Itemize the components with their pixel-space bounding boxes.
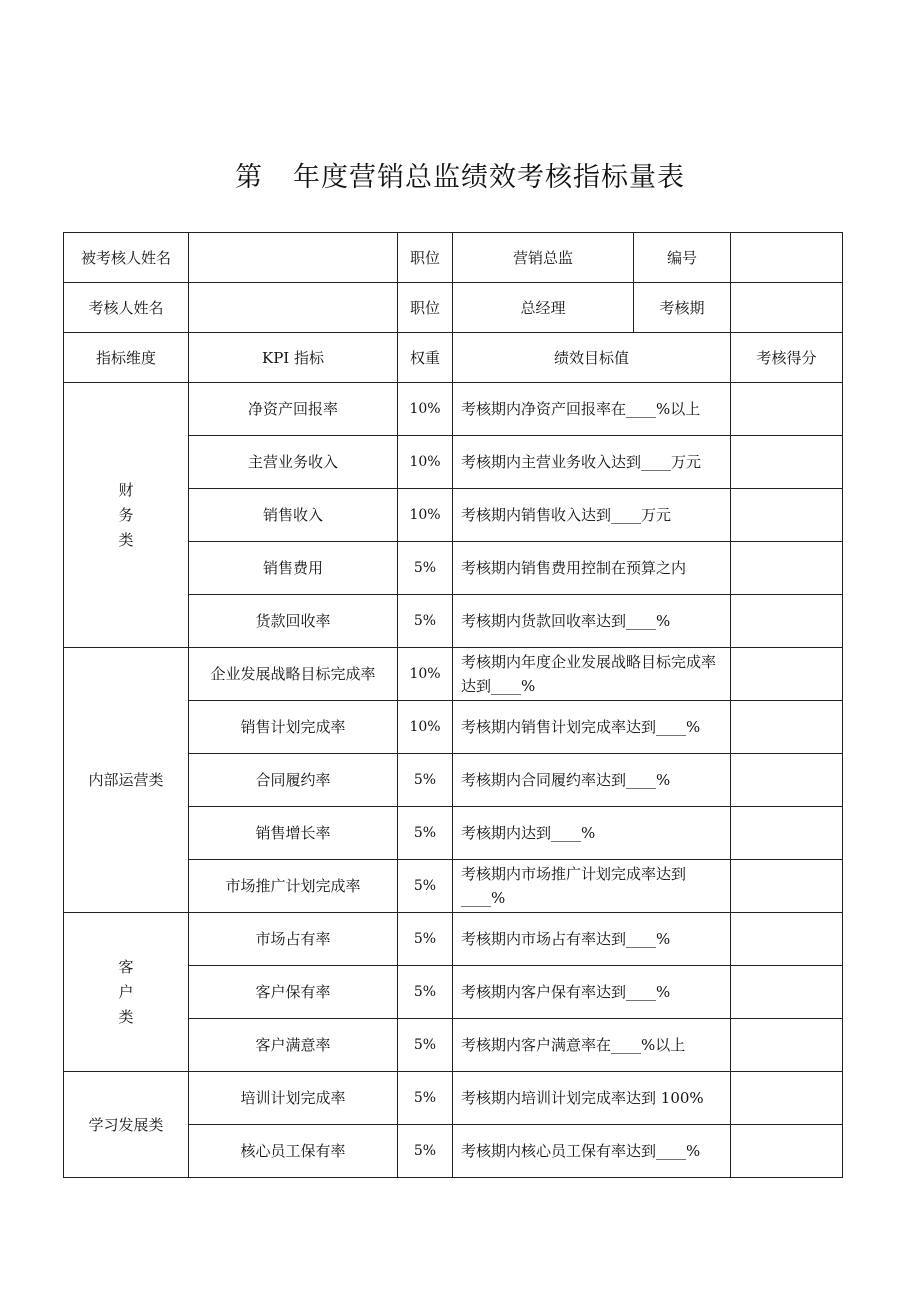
weight-value: 10%	[398, 701, 453, 754]
weight-value: 5%	[398, 860, 453, 913]
target-value: 考核期内销售费用控制在预算之内	[453, 542, 731, 595]
target-value: 考核期内主营业务收入达到____万元	[453, 436, 731, 489]
kpi-name: 培训计划完成率	[189, 1072, 398, 1125]
column-header-dimension: 指标维度	[64, 333, 189, 383]
score-cell[interactable]	[731, 966, 843, 1019]
position-value: 营销总监	[453, 233, 634, 283]
score-cell[interactable]	[731, 860, 843, 913]
weight-value: 10%	[398, 489, 453, 542]
score-cell[interactable]	[731, 807, 843, 860]
score-cell[interactable]	[731, 489, 843, 542]
target-value: 考核期内销售计划完成率达到____%	[453, 701, 731, 754]
code-value-cell[interactable]	[731, 233, 843, 283]
score-cell[interactable]	[731, 754, 843, 807]
target-value: 考核期内市场推广计划完成率达到____%	[453, 860, 731, 913]
position-label: 职位	[398, 233, 453, 283]
kpi-name: 市场占有率	[189, 913, 398, 966]
table-row	[64, 233, 843, 283]
dimension-label: 财务类	[118, 480, 134, 549]
evaluatee-name-cell[interactable]	[189, 233, 398, 283]
target-value: 考核期内培训计划完成率达到 100%	[453, 1072, 731, 1125]
kpi-name: 销售费用	[189, 542, 398, 595]
kpi-name: 企业发展战略目标完成率	[189, 648, 398, 701]
table-row	[64, 1072, 843, 1125]
kpi-name: 合同履约率	[189, 754, 398, 807]
kpi-name: 核心员工保有率	[189, 1125, 398, 1178]
table-row	[64, 913, 843, 966]
kpi-table	[63, 232, 843, 1178]
kpi-name: 销售增长率	[189, 807, 398, 860]
dimension-label: 客户类	[118, 957, 134, 1026]
code-label: 编号	[634, 233, 731, 283]
page-title	[0, 155, 920, 194]
position-label: 职位	[398, 283, 453, 333]
kpi-name: 销售收入	[189, 489, 398, 542]
kpi-name: 客户保有率	[189, 966, 398, 1019]
table-row	[64, 383, 843, 436]
weight-value: 5%	[398, 1072, 453, 1125]
weight-value: 5%	[398, 595, 453, 648]
title-text: 年度营销总监绩效考核指标量表	[293, 162, 685, 193]
kpi-name: 主营业务收入	[189, 436, 398, 489]
score-cell[interactable]	[731, 1125, 843, 1178]
score-cell[interactable]	[731, 542, 843, 595]
evaluatee-label: 被考核人姓名	[64, 233, 189, 283]
weight-value: 5%	[398, 754, 453, 807]
weight-value: 10%	[398, 383, 453, 436]
target-value: 考核期内达到____%	[453, 807, 731, 860]
dimension-cell: 内部运营类	[64, 648, 189, 913]
score-cell[interactable]	[731, 648, 843, 701]
score-cell[interactable]	[731, 383, 843, 436]
column-header-row	[64, 333, 843, 383]
weight-value: 5%	[398, 1019, 453, 1072]
column-header-weight: 权重	[398, 333, 453, 383]
target-value: 考核期内货款回收率达到____%	[453, 595, 731, 648]
target-value: 考核期内销售收入达到____万元	[453, 489, 731, 542]
kpi-name: 净资产回报率	[189, 383, 398, 436]
column-header-target: 绩效目标值	[453, 333, 731, 383]
score-cell[interactable]	[731, 701, 843, 754]
kpi-name: 销售计划完成率	[189, 701, 398, 754]
kpi-name: 货款回收率	[189, 595, 398, 648]
table-row	[64, 283, 843, 333]
title-prefix: 第	[235, 162, 263, 193]
kpi-name: 市场推广计划完成率	[189, 860, 398, 913]
column-header-kpi: KPI 指标	[189, 333, 398, 383]
weight-value: 10%	[398, 436, 453, 489]
target-value: 考核期内净资产回报率在____%以上	[453, 383, 731, 436]
dimension-cell	[64, 913, 189, 1072]
score-cell[interactable]	[731, 1019, 843, 1072]
target-value: 考核期内客户满意率在____%以上	[453, 1019, 731, 1072]
weight-value: 5%	[398, 807, 453, 860]
target-value: 考核期内年度企业发展战略目标完成率达到____%	[453, 648, 731, 701]
evaluator-label: 考核人姓名	[64, 283, 189, 333]
table-row	[64, 648, 843, 701]
evaluator-name-cell[interactable]	[189, 283, 398, 333]
position-value: 总经理	[453, 283, 634, 333]
target-value: 考核期内市场占有率达到____%	[453, 913, 731, 966]
score-cell[interactable]	[731, 436, 843, 489]
kpi-name: 客户满意率	[189, 1019, 398, 1072]
score-cell[interactable]	[731, 595, 843, 648]
weight-value: 5%	[398, 966, 453, 1019]
target-value: 考核期内合同履约率达到____%	[453, 754, 731, 807]
target-value: 考核期内核心员工保有率达到____%	[453, 1125, 731, 1178]
weight-value: 5%	[398, 1125, 453, 1178]
score-cell[interactable]	[731, 1072, 843, 1125]
weight-value: 5%	[398, 542, 453, 595]
weight-value: 5%	[398, 913, 453, 966]
dimension-cell	[64, 383, 189, 648]
period-value-cell[interactable]	[731, 283, 843, 333]
column-header-score: 考核得分	[731, 333, 843, 383]
score-cell[interactable]	[731, 913, 843, 966]
period-label: 考核期	[634, 283, 731, 333]
dimension-cell: 学习发展类	[64, 1072, 189, 1178]
target-value: 考核期内客户保有率达到____%	[453, 966, 731, 1019]
weight-value: 10%	[398, 648, 453, 701]
